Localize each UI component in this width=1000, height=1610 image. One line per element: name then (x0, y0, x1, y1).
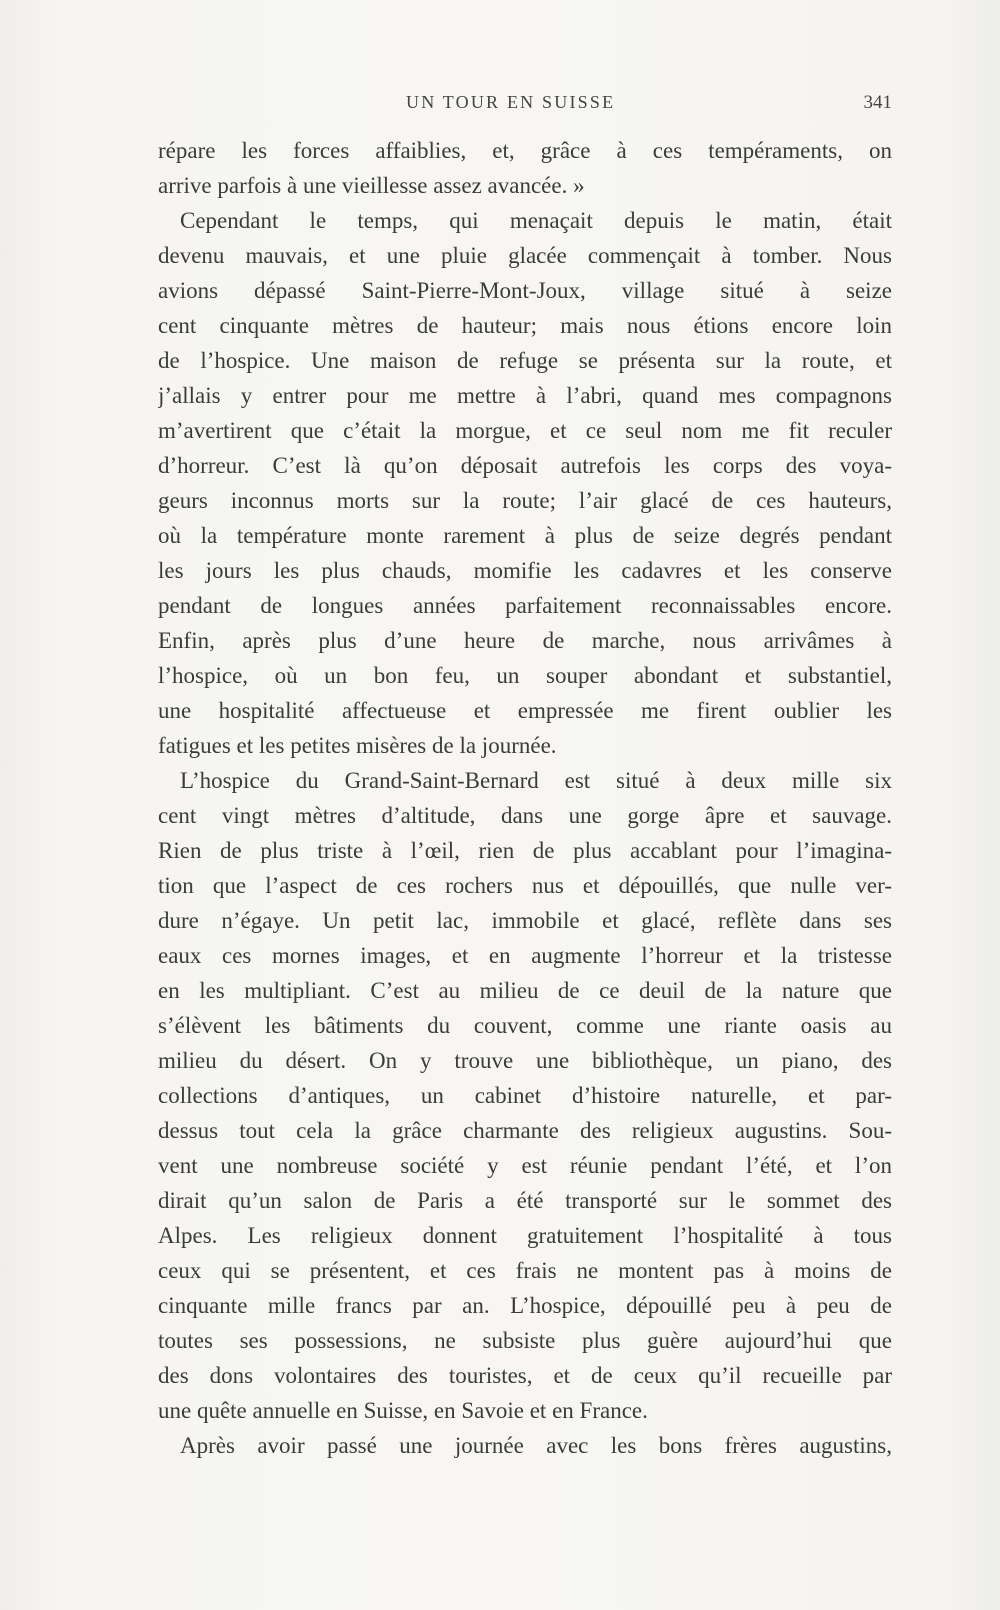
text-line: arrive parfois à une vieillesse assez avancée. » (158, 173, 585, 198)
text-line: en les multipliant. C’est au milieu de ce deuil de la nature que (158, 978, 892, 1003)
text-line: vent une nombreuse société y est réunie pendant l’été, et l’on (158, 1153, 892, 1178)
text-line: milieu du désert. On y trouve une bibliothèque, un piano, des (158, 1048, 892, 1073)
text-line: répare les forces affaiblies, et, grâce à ces tempéraments, on (158, 138, 892, 163)
text-line: Enfin, après plus d’une heure de marche, nous arrivâmes à (158, 628, 892, 653)
text-line: les jours les plus chauds, momifie les cadavres et les conserve (158, 558, 892, 583)
text-line: tion que l’aspect de ces rochers nus et dépouillés, que nulle ver- (158, 873, 892, 898)
text-line: une hospitalité affectueuse et empressée me firent oublier les (158, 698, 892, 723)
text-line: cent vingt mètres d’altitude, dans une gorge âpre et sauvage. (158, 803, 892, 828)
text-line: cent cinquante mètres de hauteur; mais nous étions encore loin (158, 313, 892, 338)
text-line: dure n’égaye. Un petit lac, immobile et glacé, reflète dans ses (158, 908, 892, 933)
text-line: pendant de longues années parfaitement reconnaissables encore. (158, 593, 892, 618)
text-line: toutes ses possessions, ne subsiste plus guère aujourd’hui que (158, 1328, 892, 1353)
text-line: Rien de plus triste à l’œil, rien de plus accablant pour l’imagina- (158, 838, 892, 863)
text-line: s’élèvent les bâtiments du couvent, comme une riante oasis au (158, 1013, 892, 1038)
text-line: Alpes. Les religieux donnent gratuitement l’hospitalité à tous (158, 1223, 892, 1248)
text-line: l’hospice, où un bon feu, un souper abondant et substantiel, (158, 663, 892, 688)
text-line: avions dépassé Saint-Pierre-Mont-Joux, village situé à seize (158, 278, 892, 303)
text-line: eaux ces mornes images, et en augmente l’horreur et la tristesse (158, 943, 892, 968)
text-line: m’avertirent que c’était la morgue, et ce seul nom me fit reculer (158, 418, 892, 443)
text-line: dirait qu’un salon de Paris a été transporté sur le sommet des (158, 1188, 892, 1213)
running-head (158, 92, 892, 116)
text-line: ceux qui se présentent, et ces frais ne montent pas à moins de (158, 1258, 892, 1283)
page-number: 341 (863, 92, 892, 113)
running-title: UN TOUR EN SUISSE (406, 92, 616, 112)
text-line: Après avoir passé une journée avec les bons frères augustins, (180, 1433, 892, 1458)
text-line: j’allais y entrer pour me mettre à l’abri, quand mes compagnons (158, 383, 892, 408)
text-line: d’horreur. C’est là qu’on déposait autrefois les corps des voya- (158, 453, 892, 478)
text-line: collections d’antiques, un cabinet d’histoire naturelle, et par- (158, 1083, 892, 1108)
text-line: geurs inconnus morts sur la route; l’air glacé de ces hauteurs, (158, 488, 892, 513)
text-line: L’hospice du Grand-Saint-Bernard est situé à deux mille six (180, 768, 892, 793)
text-line: Cependant le temps, qui menaçait depuis le matin, était (180, 208, 892, 233)
text-line: une quête annuelle en Suisse, en Savoie et en France. (158, 1398, 648, 1423)
text-line: de l’hospice. Une maison de refuge se présenta sur la route, et (158, 348, 892, 373)
text-line: des dons volontaires des touristes, et de ceux qu’il recueille par (158, 1363, 892, 1388)
text-line: fatigues et les petites misères de la journée. (158, 733, 557, 758)
text-line: où la température monte rarement à plus de seize degrés pendant (158, 523, 892, 548)
text-line: dessus tout cela la grâce charmante des religieux augustins. Sou- (158, 1118, 892, 1143)
text-line: cinquante mille francs par an. L’hospice, dépouillé peu à peu de (158, 1293, 892, 1318)
text-line: devenu mauvais, et une pluie glacée commençait à tomber. Nous (158, 243, 892, 268)
